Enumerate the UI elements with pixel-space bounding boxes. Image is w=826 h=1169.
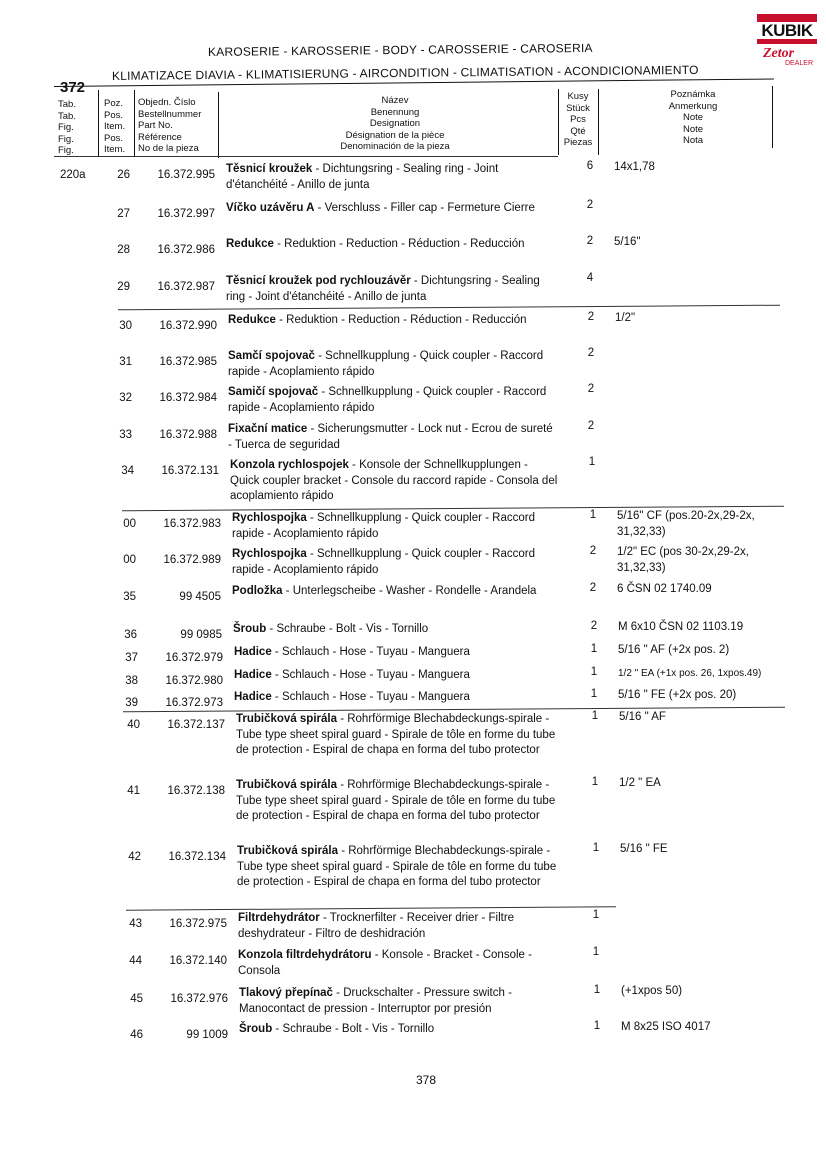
row-quantity: 1 [592,842,600,854]
row-part-number: 16.372.973 [165,697,223,709]
row-description [230,458,560,505]
row-name-bold: Konzola filtrdehydrátoru [238,949,372,961]
row-name-translations: - Schnellkupplung - Quick coupler - Raccord rapide - Acoplamiento rápido [232,548,535,576]
row-position: 37 [125,652,138,664]
logo-sub-text: Zetor [763,46,795,61]
row-part-number: 16.372.140 [169,955,227,967]
row-position: 33 [119,429,132,441]
row-name-translations: - Dichtungsring - Sealing ring - Joint d'étanchéité - Anillo de junta [226,163,499,191]
row-description [228,422,558,453]
row-name-translations: - Konsole - Bracket - Console - Consola [238,949,532,977]
column-divider [772,86,773,148]
row-part-number: 16.372.984 [159,392,217,404]
row-note: 5/16" CF (pos.20-2x,29-2x, 31,32,33) [617,510,755,538]
column-divider [218,92,219,158]
row-description [239,986,569,1017]
row-description [228,385,558,416]
row-name-translations: - Rohrförmige Blechabdeckungs-spirale - Tube type sheet spiral guard - Spirale de tôle en forme du tube de protection - Espiral de chapa en forma del tubo protector [236,713,556,756]
row-note: (+1xpos 50) [621,985,683,997]
row-description [228,349,558,380]
row-position: 38 [125,675,138,687]
row-name-bold: Šroub [239,1023,273,1035]
row-part-number: 16.372.138 [167,785,225,797]
row-position: 26 [117,169,130,181]
row-name-translations: - Schnellkupplung - Quick coupler - Raccord rapide - Acoplamiento rápido [228,386,547,414]
group-separator [118,305,780,311]
row-description [234,668,564,684]
row-name-bold: Redukce [228,314,276,326]
row-position: 34 [121,465,134,477]
row-quantity: 2 [587,383,595,395]
column-header-underline [54,156,558,157]
row-name-bold: Těsnicí kroužek pod rychlouzávěr [226,275,411,287]
row-description [239,1022,569,1038]
row-quantity: 1 [593,1020,601,1032]
row-name-bold: Těsnicí kroužek [226,163,313,175]
col-head-part: Objedn. Číslo Bestellnummer Part No. Référence No de la pieza [138,97,202,154]
row-name-translations: - Schnellkupplung - Quick coupler - Raccord rapide - Acoplamiento rápido [228,350,544,378]
row-part-number: 16.372.990 [159,320,217,332]
row-part-number: 16.372.979 [165,652,223,664]
row-note: 1/2" EC (pos 30-2x,29-2x, 31,32,33) [617,546,749,574]
row-position: 29 [117,281,130,293]
row-quantity: 1 [590,643,598,655]
row-position: 30 [119,320,132,332]
row-note: 5/16" [614,236,641,248]
row-name-bold: Rychlospojka [232,512,307,524]
row-name-bold: Konzola rychlospojek [230,459,349,471]
row-description [232,584,562,600]
row-position: 43 [129,918,142,930]
row-name-translations: - Reduktion - Reduction - Réduction - Reducción [275,314,527,326]
row-name-bold: Rychlospojka [232,548,307,560]
row-name-translations: - Schraube - Bolt - Vis - Tornillo [272,1023,435,1035]
row-name-translations: - Schraube - Bolt - Vis - Tornillo [266,623,429,635]
row-part-number: 16.372.131 [161,465,219,477]
row-quantity: 1 [588,456,596,468]
row-note: 1/2 " EA [619,777,661,789]
row-quantity: 1 [592,909,600,921]
row-part-number: 16.372.980 [165,675,223,687]
row-name-bold: Hadice [234,646,272,658]
row-name-bold: Redukce [226,238,274,250]
row-part-number: 99 0985 [180,629,222,641]
row-name-bold: Tlakový přepínač [239,987,333,999]
page-number: 378 [416,1073,437,1087]
row-description [234,645,564,661]
row-description [234,690,564,706]
row-quantity: 2 [587,420,595,432]
row-name-translations: - Dichtungsring - Sealing ring - Joint d'étanchéité - Anillo de junta [226,275,540,303]
row-description [228,313,558,329]
row-description [237,844,567,891]
col-head-pos: Poz. Pos. Item. Pos. Item. [104,98,126,155]
row-name-bold: Filtrdehydrátor [238,912,320,924]
row-part-number: 16.372.134 [168,851,226,863]
row-description [238,948,568,979]
logo-brand-text: KUBIK [757,22,817,39]
row-name-translations: - Schlauch - Hose - Tuyau - Manguera [271,646,470,658]
row-part-number: 16.372.985 [159,356,217,368]
row-quantity: 1 [589,509,597,521]
row-part-number: 16.372.988 [159,429,217,441]
row-name-translations: - Rohrförmige Blechabdeckungs-spirale - Tube type sheet spiral guard - Spirale de tôle en forme du tube de protection - Espiral de chapa en forma del tubo protector [236,779,556,822]
row-position: 39 [125,697,138,709]
row-name-translations: - Reduktion - Reduction - Réduction - Reducción [273,238,525,250]
row-name-bold: Samičí spojovač [228,386,319,398]
row-position: 35 [123,591,136,603]
row-description [226,201,556,217]
row-note: 5/16 " FE [620,843,668,855]
row-part-number: 99 1009 [186,1029,228,1041]
row-description [226,162,556,193]
row-description [226,274,556,305]
row-position: 28 [117,244,130,256]
row-name-bold: Trubičková spirála [236,713,337,725]
row-name-translations: - Schnellkupplung - Quick coupler - Raccord rapide - Acoplamiento rápido [232,512,535,540]
row-quantity: 6 [586,160,594,172]
kubik-zetor-logo [757,14,817,66]
row-figure: 220a [60,169,86,181]
column-divider [558,89,559,155]
row-description [233,622,563,638]
row-note: 1/2 " EA (+1x pos. 26, 1xpos.49) [618,668,762,679]
row-part-number: 16.372.989 [163,554,221,566]
row-name-bold: Šroub [233,623,267,635]
row-name-translations: - Konsole der Schnellkupplungen - Quick coupler bracket - Console du raccord rapide - Consola del acoplamiento rápido [230,459,558,502]
row-quantity: 2 [587,347,595,359]
row-part-number: 16.372.995 [157,169,215,181]
row-quantity: 2 [586,199,594,211]
column-divider [98,90,99,156]
row-name-translations: - Schlauch - Hose - Tuyau - Manguera [271,691,470,703]
row-position: 00 [123,518,136,530]
row-quantity: 2 [590,620,598,632]
row-name-bold: Samčí spojovač [228,350,315,362]
row-quantity: 1 [591,776,599,788]
row-part-number: 16.372.997 [157,208,215,220]
row-description [236,712,566,759]
row-note: M 6x10 ČSN 02 1103.19 [618,621,744,633]
row-note: 5/16 " AF [619,711,666,723]
row-quantity: 1 [593,984,601,996]
row-quantity: 2 [589,582,597,594]
row-quantity: 2 [587,311,595,323]
col-head-note: Poznámka Anmerkung Note Note Nota [668,89,718,146]
row-note: 6 ČSN 02 1740.09 [617,583,712,595]
row-position: 45 [130,993,143,1005]
col-head-tab: Tab. Tab. Fig. Fig. Fig. [58,99,76,156]
row-name-bold: Podložka [232,585,283,597]
row-description [226,237,556,253]
row-position: 00 [123,554,136,566]
row-note: M 8x25 ISO 4017 [621,1021,711,1033]
row-note: 1/2" [615,312,636,324]
row-name-bold: Fixační matice [228,423,308,435]
row-description [232,511,562,542]
row-position: 40 [127,719,140,731]
section-title: KLIMATIZACE DIAVIA - KLIMATISIERUNG - AIRCONDITION - CLIMATISATION - ACONDICIONAMIENTO [111,62,699,83]
row-position: 27 [117,208,130,220]
row-position: 46 [130,1029,143,1041]
row-quantity: 2 [586,235,594,247]
row-name-bold: Trubičková spirála [236,779,337,791]
row-name-translations: - Schlauch - Hose - Tuyau - Manguera [271,669,470,681]
column-divider [598,89,599,155]
row-name-translations: - Trocknerfilter - Receiver drier - Filtre deshydrateur - Filtro de deshidración [238,912,515,940]
row-quantity: 1 [590,666,598,678]
row-name-translations: - Rohrförmige Blechabdeckungs-spirale - Tube type sheet spiral guard - Spirale de tôle en forme du tube de protection - Espiral de chapa en forma del tubo protector [237,845,557,888]
row-part-number: 16.372.987 [157,281,215,293]
row-position: 32 [119,392,132,404]
row-name-translations: - Druckschalter - Pressure switch - Manocontact de pression - Interruptor por presión [239,987,512,1015]
row-name-bold: Hadice [234,669,272,681]
row-description [232,547,562,578]
row-part-number: 16.372.986 [157,244,215,256]
row-name-bold: Hadice [234,691,272,703]
row-part-number: 99 4505 [179,591,221,603]
row-quantity: 1 [592,946,600,958]
row-part-number: 16.372.983 [163,518,221,530]
row-part-number: 16.372.975 [169,918,227,930]
row-quantity: 2 [589,545,597,557]
row-position: 44 [129,955,142,967]
row-quantity: 1 [590,688,598,700]
col-head-name: Název Benennung Designation Désignation de la pièce Denominación de la pieza [340,95,450,152]
row-quantity: 1 [591,710,599,722]
row-position: 42 [128,851,141,863]
row-name-bold: Trubičková spirála [237,845,338,857]
row-note: 14x1,78 [614,161,655,173]
tab-number: 372 [60,79,86,96]
row-note: 5/16 " AF (+2x pos. 2) [618,644,730,656]
row-name-bold: Víčko uzávěru A [226,202,315,214]
row-position: 41 [127,785,140,797]
row-name-translations: - Sicherungsmutter - Lock nut - Ecrou de sureté - Tuerca de seguridad [228,423,553,451]
page-title: KAROSERIE - KAROSSERIE - BODY - CAROSSERIE - CAROSERIA [207,40,593,59]
row-quantity: 4 [586,272,594,284]
row-note: 5/16 " FE (+2x pos. 20) [618,689,737,701]
row-position: 31 [119,356,132,368]
row-part-number: 16.372.137 [167,719,225,731]
column-divider [134,90,135,156]
row-position: 36 [124,629,137,641]
row-part-number: 16.372.976 [170,993,228,1005]
row-name-translations: - Verschluss - Filler cap - Fermeture Cierre [314,202,535,214]
col-head-qty: Kusy Stück Pcs Qté Piezas [563,91,593,148]
logo-dealer-text: DEALER [785,60,814,67]
row-description [238,911,568,942]
row-name-translations: - Unterlegscheibe - Washer - Rondelle - Arandela [282,585,537,597]
row-description [236,778,566,825]
